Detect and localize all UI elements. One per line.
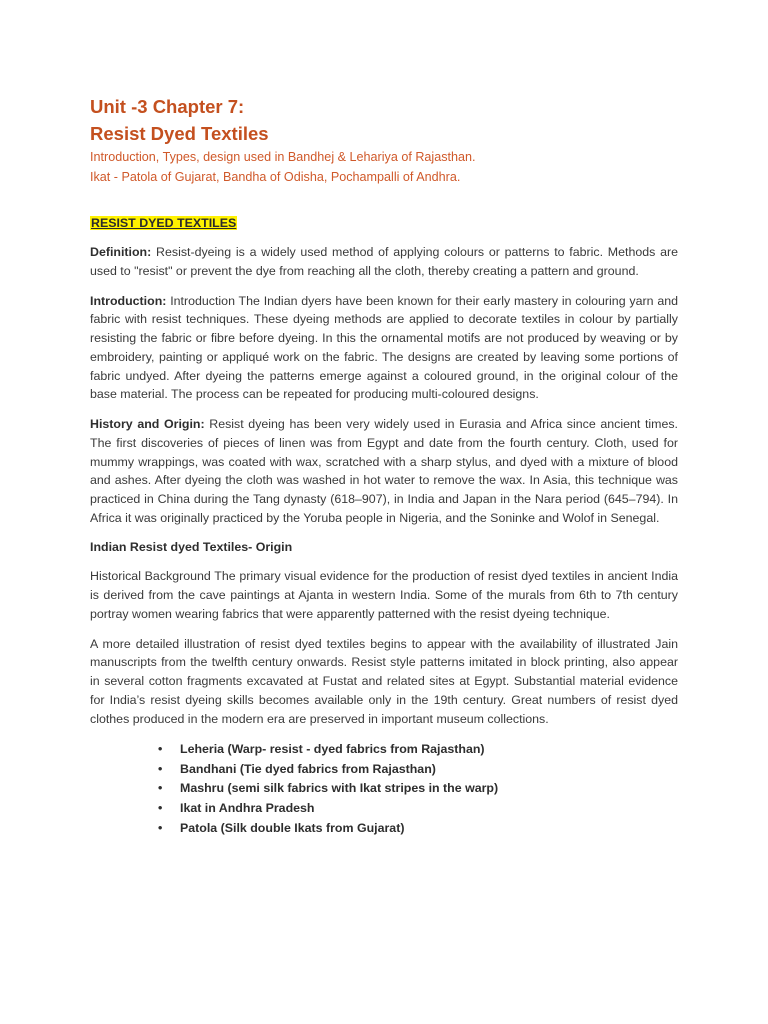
definition-text: Resist-dyeing is a widely used method of applying colours or patterns to fabric. Methods are used to "resist" or prevent the dye from reaching all the cloth, thereby creating a pattern and ground. [90,245,678,278]
textile-types-list [90,740,678,838]
list-item-text: Mashru (semi silk fabrics with Ikat stripes in the warp) [180,781,499,796]
subtitle-line-2: Ikat - Patola of Gujarat, Bandha of Odisha, Pochampalli of Andhra. [90,169,461,184]
subtitle-line-1: Introduction, Types, design used in Bandhej & Lehariya of Rajasthan. [90,150,476,164]
list-item [158,740,678,760]
history-paragraph [90,415,678,528]
bullet-icon: • [158,781,163,796]
history-label: History and Origin: [90,417,205,431]
chapter-title: Resist Dyed Textiles [90,123,269,144]
list-item [158,799,678,819]
historical-background-paragraph: Historical Background The primary visual evidence for the production of resist dyed textiles in ancient India is derived from the cave paintings at Ajanta in western India. Some of the murals from 6th to 7th century portray women wearing fabrics that were apparently patterned with the resist dyeing technique. [90,569,678,621]
indian-origin-heading: Indian Resist dyed Textiles- Origin [90,539,293,554]
history-text: Resist dyeing has been very widely used in Eurasia and Africa since ancient times. The first discoveries of pieces of linen was from Egypt and date from the fourth century. Cloth, used for mummy wrappings, was coated with wax, scratched with a sharp stylus, and dyed with a mixture of blood and ashes. After dyeing the cloth was washed in hot water to remove the wax. In Asia, this technique was practiced in China during the Tang dynasty (618–907), in India and Japan in the Nara period (645–794). In Africa it was originally practiced by the Yoruba people in Nigeria, and the Soninke and Wolof in Senegal. [90,417,678,525]
list-item-text: Leheria (Warp- resist - dyed fabrics from Rajasthan) [180,742,485,757]
section-heading [90,214,678,232]
list-item-text: Bandhani (Tie dyed fabrics from Rajasthan) [180,761,436,776]
list-item-text: Ikat in Andhra Pradesh [180,801,315,816]
definition-paragraph [90,243,678,281]
list-item [158,760,678,780]
introduction-label: Introduction: [90,293,167,308]
list-item [158,819,678,839]
bullet-icon: • [158,761,163,776]
document-page [90,93,678,838]
section-heading-highlight: RESIST DYED TEXTILES [91,216,237,230]
bullet-icon: • [158,820,163,835]
introduction-text: Introduction The Indian dyers have been known for their early mastery in colouring yarn and fabric with resist techniques. These dyeing methods are applied to decorate textiles in colour by partially resisting the fabric or fibre before dyeing. In this the ornamental motifs are not produced by weaving or by embroidery, painting or appliqué work on the fabric. The designs are created by leaving some portions of fabric undyed. After dyeing the patterns emerge against a coloured ground, in the original colour of the base material. The process can be repeated for producing multi-coloured designs. [90,293,678,402]
list-item [158,779,678,799]
unit-title: Unit -3 Chapter 7: [90,96,245,117]
definition-label: Definition: [90,245,152,259]
list-item-text: Patola (Silk double Ikats from Gujarat) [180,820,405,835]
bullet-icon: • [158,742,163,757]
introduction-paragraph [90,292,678,405]
illustration-paragraph: A more detailed illustration of resist dyed textiles begins to appear with the availability of illustrated Jain manuscripts from the twelfth century onwards. Resist style patterns imitated in block printing, also appear in several cotton fragments excavated at Fustat and related sites at Egypt. Substantial material evidence for India’s resist dyeing skills becomes available only in the 19th century. Great numbers of resist dyed clothes produced in the modern era are preserved in important museum collections. [90,636,678,726]
bullet-icon: • [158,801,163,816]
